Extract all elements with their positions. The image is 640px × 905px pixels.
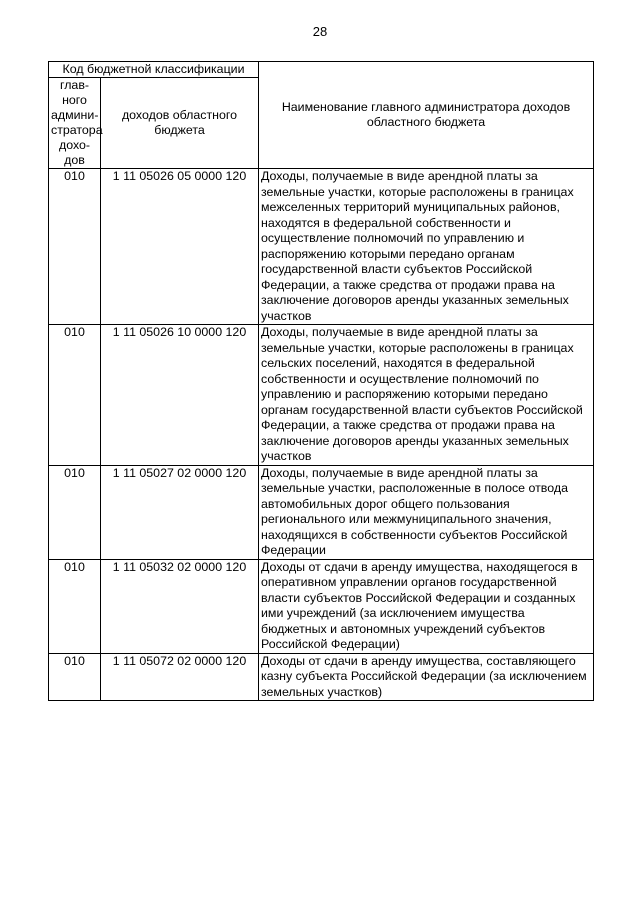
table-row [49, 653, 594, 701]
income-name-cell: Доходы от сдачи в аренду имущества, находящегося в оперативном управлении органов государственной власти субъектов Российской Федерации и созданных ими учреждений (за исключением имущества бюджетных и автономных учреждений субъектов Российской Федерации) [259, 559, 594, 653]
income-name-cell: Доходы, получаемые в виде арендной платы за земельные участки, расположенные в полосе отвода автомобильных дорог общего пользования регионального или межмуниципального значения, находящихся в собственности субъектов Российской Федерации [259, 465, 594, 559]
income-code-cell: 1 11 05026 05 0000 120 [101, 169, 259, 325]
income-code-cell: 1 11 05072 02 0000 120 [101, 653, 259, 701]
header-administrator-name: Наименование главного администратора доходов областного бюджета [259, 62, 594, 169]
admin-code-cell: 010 [49, 653, 101, 701]
table-row [49, 465, 594, 559]
header-regional-budget-income: доходов областного бюджета [101, 78, 259, 169]
header-main-administrator: глав-ного админи-стратора дохо-дов [49, 78, 101, 169]
income-code-cell: 1 11 05026 10 0000 120 [101, 325, 259, 466]
page-number: 28 [312, 24, 328, 39]
admin-code-cell: 010 [49, 325, 101, 466]
admin-code-cell: 010 [49, 465, 101, 559]
income-name-cell: Доходы, получаемые в виде арендной платы за земельные участки, которые расположены в границах межселенных территорий муниципальных районов, находятся в федеральной собственности и осуществление полномочий по управлению и распоряжению которыми передано органам государственной власти субъектов Российской Федерации, а также средства от продажи права на заключение договоров аренды указанных земельных участков [259, 169, 594, 325]
table-row [49, 559, 594, 653]
income-name-cell: Доходы от сдачи в аренду имущества, составляющего казну субъекта Российской Федерации (за исключением земельных участков) [259, 653, 594, 701]
table-row [49, 169, 594, 325]
budget-classification-table [48, 61, 594, 701]
admin-code-cell: 010 [49, 169, 101, 325]
table-row [49, 325, 594, 466]
admin-code-cell: 010 [49, 559, 101, 653]
header-budget-classification-code: Код бюджетной классификации [49, 62, 259, 78]
income-name-cell: Доходы, получаемые в виде арендной платы за земельные участки, которые расположены в границах сельских поселений, находятся в федеральной собственности и осуществление полномочий по управлению и распоряжению которыми передано органам государственной власти субъектов Российской Федерации, а также средства от продажи права на заключение договоров аренды указанных земельных участков [259, 325, 594, 466]
header-row-group [49, 62, 594, 78]
income-code-cell: 1 11 05027 02 0000 120 [101, 465, 259, 559]
income-code-cell: 1 11 05032 02 0000 120 [101, 559, 259, 653]
